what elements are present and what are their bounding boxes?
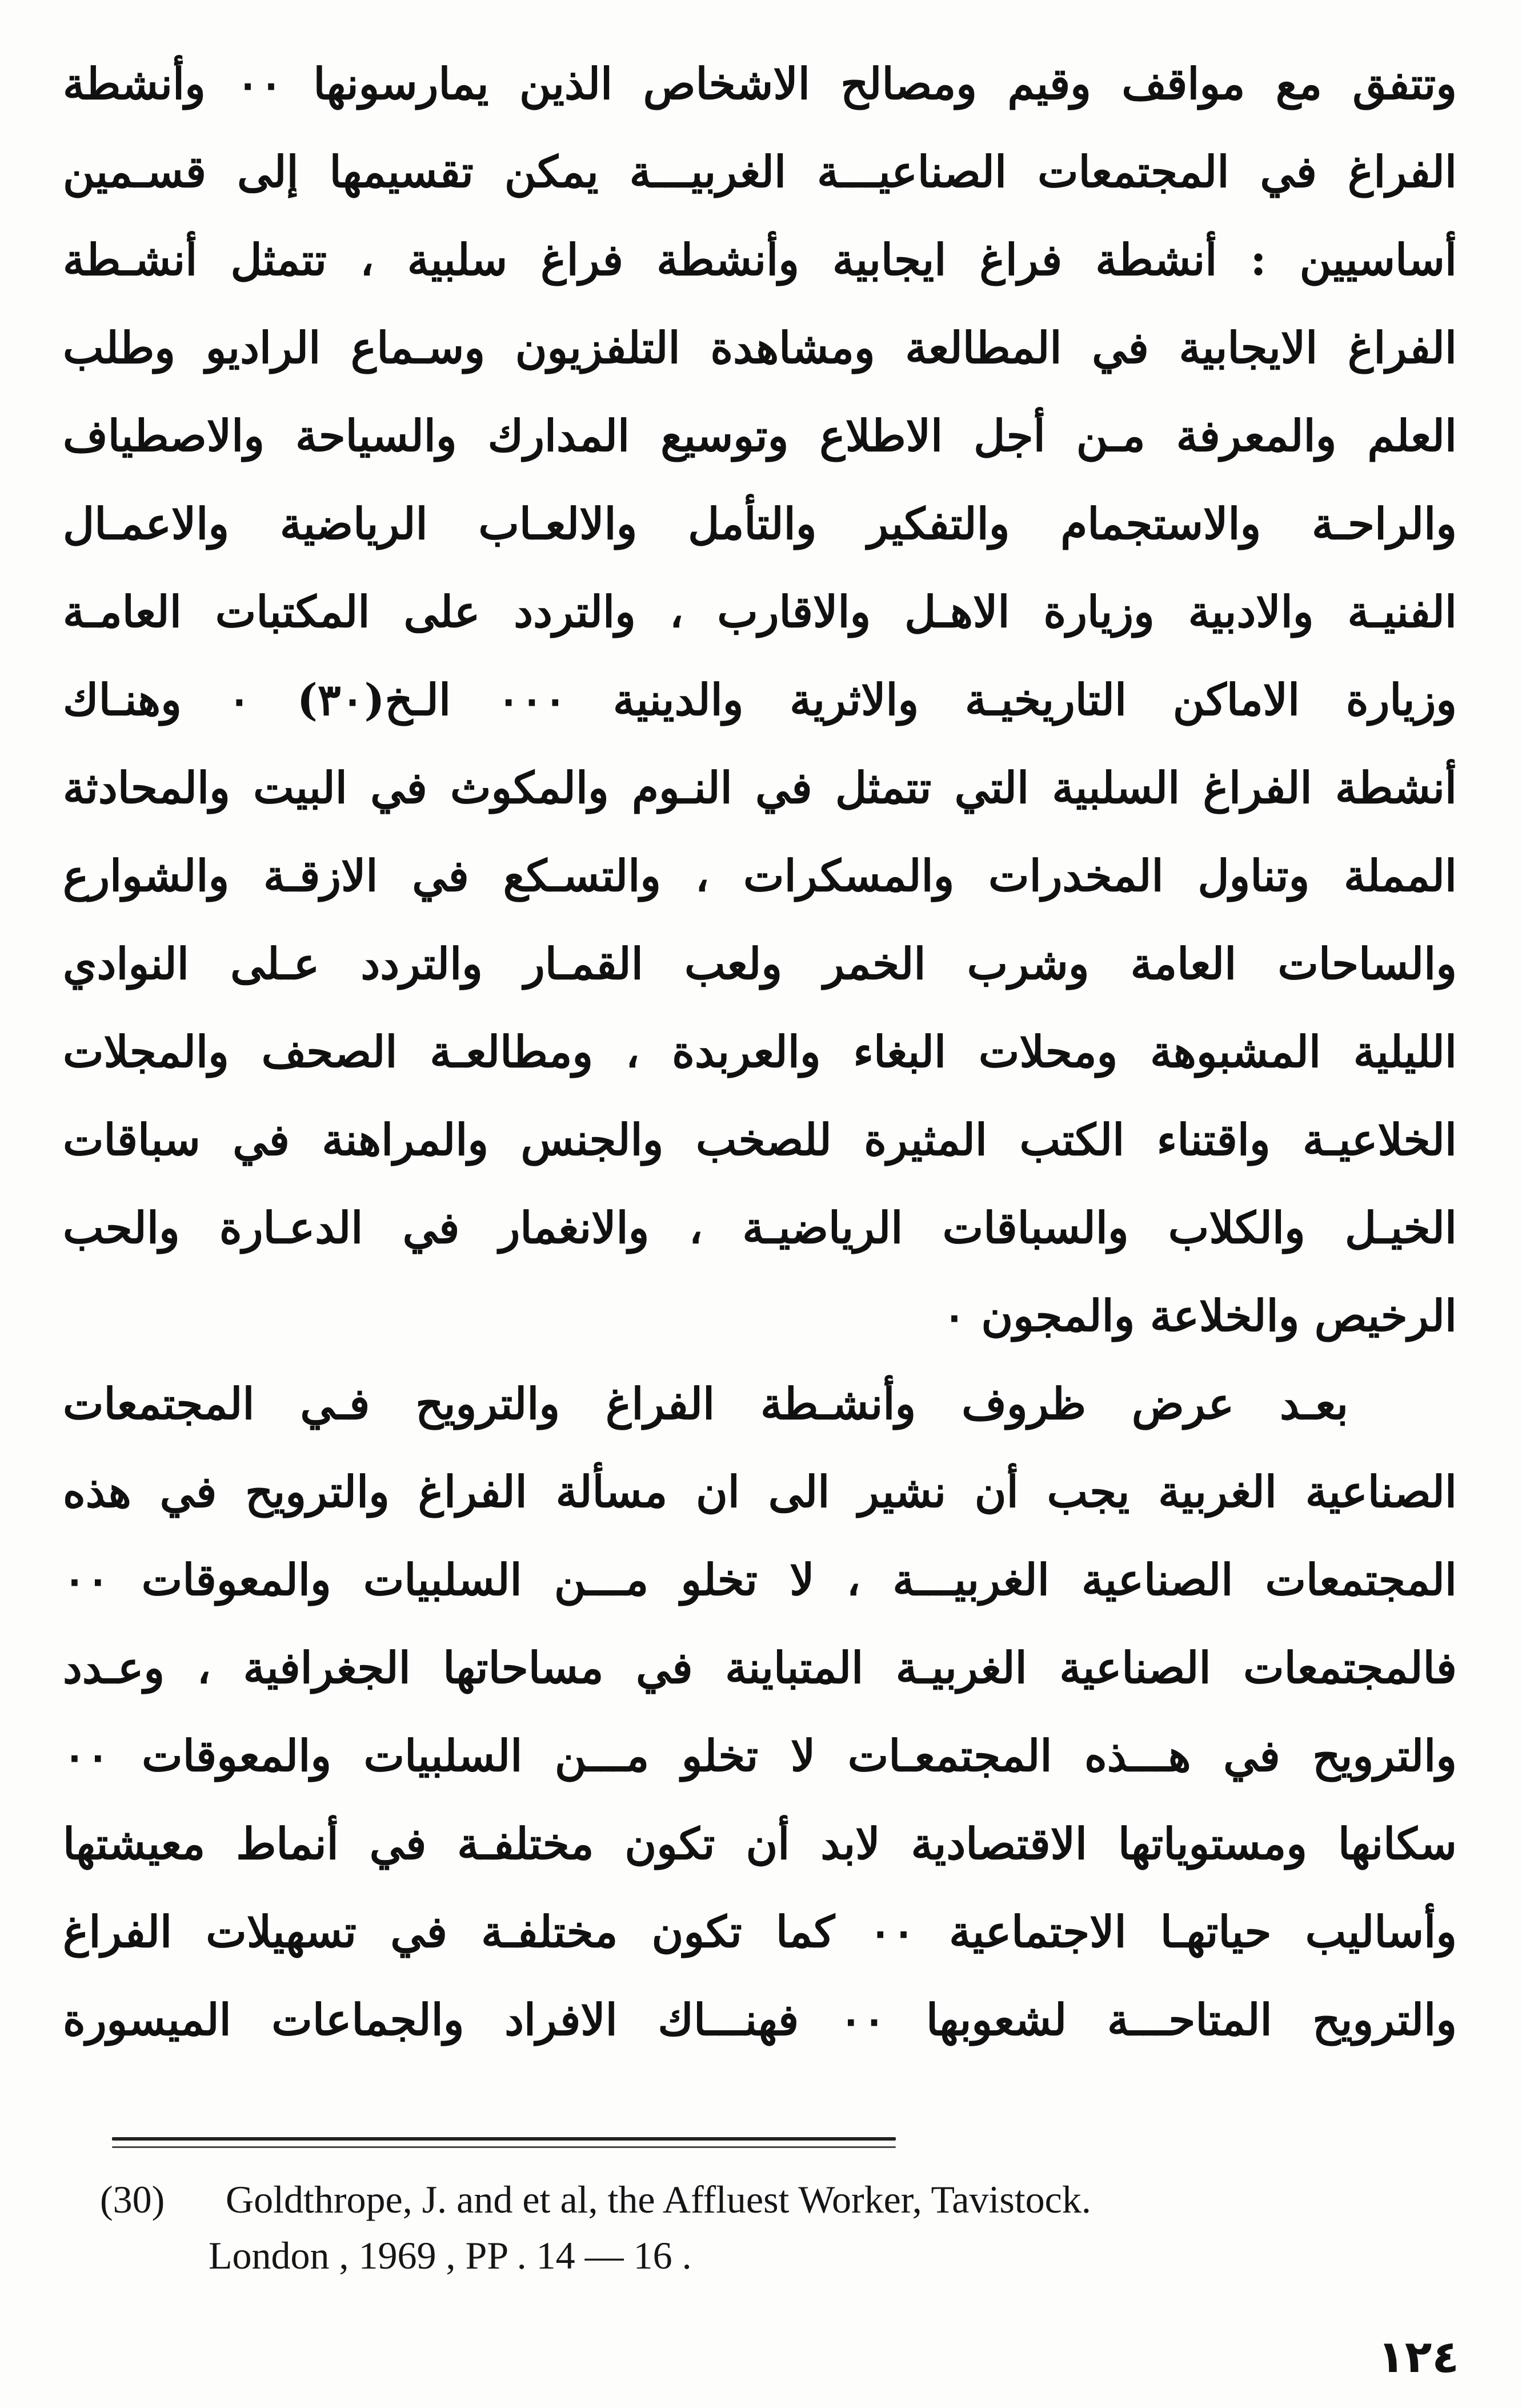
footnote-number: (30) (100, 2178, 165, 2221)
text-line: المملة وتناول المخدرات والمسكرات ، والتسـكع في الازقـة والشوارع (63, 850, 1457, 901)
text-line: والترويح المتاحـــة لشعوبها ٠٠ فهنـــاك الافراد والجماعات الميسورة (63, 1994, 1457, 2045)
body-text (63, 40, 1457, 2064)
text-line: الليلية المشبوهة ومحلات البغاء والعربدة ، ومطالعـة الصحف والمجلات (63, 1026, 1457, 1077)
text-line: وأساليب حياتهـا الاجتماعية ٠٠ كما تكون مختلفـة في تسهيلات الفراغ (63, 1906, 1457, 1957)
text-line: أساسيين : أنشطة فراغ ايجابية وأنشطة فراغ سلبية ، تتمثل أنشـطة (63, 234, 1457, 285)
footnote (100, 2171, 1471, 2283)
text-line: العلم والمعرفة مـن أجل الاطلاع وتوسيع المدارك والسياحة والاصطياف (63, 410, 1457, 461)
footnote-line (100, 2227, 1471, 2283)
text-line: سكانها ومستوياتها الاقتصادية لابد أن تكون مختلفـة في أنماط معيشتها (63, 1818, 1457, 1869)
footnote-separator (112, 2137, 896, 2141)
text-line: وتتفق مع مواقف وقيم ومصالح الاشخاص الذين يمارسونها ٠٠ وأنشطة (63, 58, 1457, 109)
text-line: الخلاعيـة واقتناء الكتب المثيرة للصخب والجنس والمراهنة في سباقات (63, 1114, 1457, 1165)
text-line: الفراغ الايجابية في المطالعة ومشاهدة التلفزيون وسـماع الراديو وطلب (63, 322, 1457, 373)
page-number: ١٢٤ (1377, 2331, 1459, 2383)
text-line: والساحات العامة وشرب الخمر ولعب القمـار والتردد عـلى النوادي (63, 938, 1457, 989)
text-line: المجتمعات الصناعية الغربيـــة ، لا تخلو مـــن السلبيات والمعوقات ٠٠ (63, 1554, 1457, 1605)
text-line: الفنيـة والادبية وزيارة الاهـل والاقارب ، والتردد على المكتبات العامـة (63, 586, 1457, 637)
footnote-citation-continued: London , 1969 , PP . 14 — 16 . (209, 2234, 692, 2277)
text-line: الفراغ في المجتمعات الصناعيـــة الغربيـــة يمكن تقسيمها إلى قسـمين (63, 146, 1457, 197)
text-line: أنشطة الفراغ السلبية التي تتمثل في النـوم والمكوث في البيت والمحادثة (63, 762, 1457, 813)
footnote-separator-thin (112, 2146, 896, 2148)
text-line: وزيارة الاماكن التاريخيـة والاثرية والدينية ٠٠٠ الـخ(٣٠) ٠ وهنـاك (63, 674, 1457, 725)
paragraph-start-line: بعـد عرض ظروف وأنشـطة الفراغ والترويح فـي المجتمعات (63, 1378, 1348, 1429)
footnote-line (100, 2171, 1471, 2227)
text-line: والترويح في هـــذه المجتمعـات لا تخلو مـــن السلبيات والمعوقات ٠٠ (63, 1730, 1457, 1781)
text-line: الرخيص والخلاعة والمجون ٠ (943, 1290, 1457, 1341)
text-line: والراحـة والاستجمام والتفكير والتأمل والالعـاب الرياضية والاعمـال (63, 498, 1457, 549)
text-line: فالمجتمعات الصناعية الغربيـة المتباينة في مساحاتها الجغرافية ، وعـدد (63, 1642, 1457, 1693)
footnote-citation: Goldthrope, J. and et al, the Affluest Worker, Tavistock. (226, 2178, 1091, 2221)
text-line: الصناعية الغربية يجب أن نشير الى ان مسألة الفراغ والترويح في هذه (63, 1466, 1457, 1517)
text-line: الخيـل والكلاب والسباقات الرياضيـة ، والانغمار في الدعـارة والحب (63, 1202, 1457, 1253)
